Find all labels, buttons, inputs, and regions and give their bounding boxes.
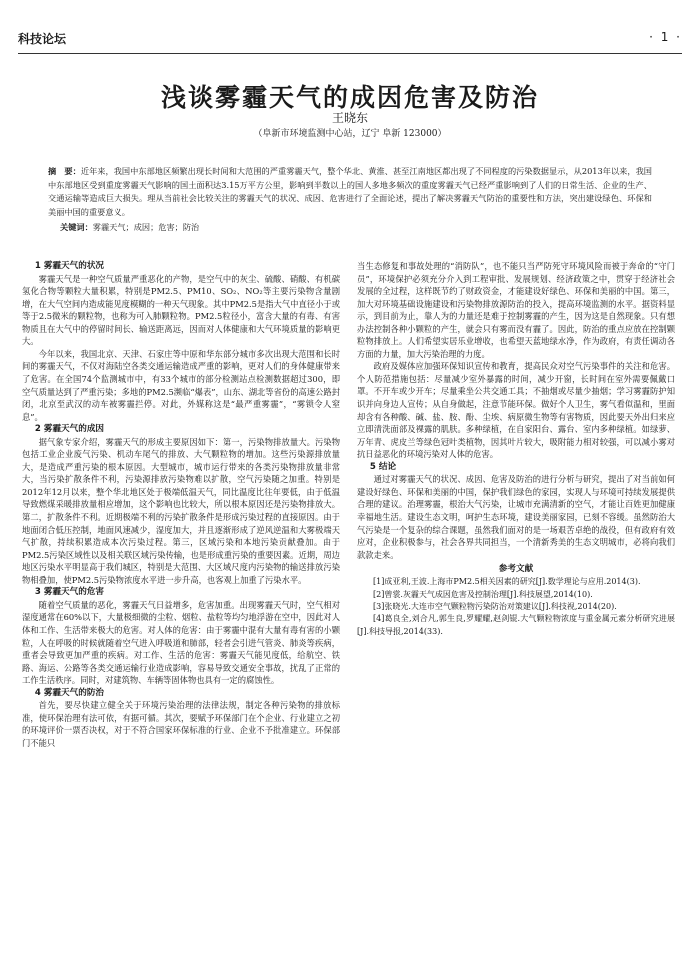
keywords — [60, 222, 652, 233]
body-paragraph: 随着空气质量的恶化，雾霾天气日益增多，危害加重。出现雾霾天气时，空气相对湿度通常在60%以下，大量极细微的尘粒、烟粒、盐粒等均匀地浮游在空中，因此对人体和工作、生活带来极大的危害。对人体的危害：由于雾霾中混有大量有毒有害的小颗粒，人在呼吸的时候就随着空气进入呼吸道和肺部，轻者会引进气管炎、肺炎等疾病，重者会导致更加严重的疾病。对工作、生活的危害：雾霾天气能见度低，给航空、铁路、海运、公路等各类交通运输行业造成影响，容易导致交通安全事故，扰乱了正常的工作生活秩序。同时，对建筑物、车辆等固体物也具有一定的腐蚀性。 — [22, 599, 340, 686]
references-title: 参考文献 — [498, 564, 534, 575]
body-paragraph: 政府及媒体应加强环保知识宣传和教育，提高民众对空气污染事件的关注和危害。个人防范措施包括：尽量减少室外暴露的时间，减少开窗，长时间在室外需要佩戴口罩。不开车或少开车；尽量乘坐公共交通工具；不抽烟或尽量少抽烟；学习雾霾防护知识并向身边人宣传；从自身做起，注意节能环保。做好个人卫生，雾气看似温和，里面却含有各种酸、碱、盐、胺、酚、尘埃、病原微生物等有害物质，因此要天外出归来应立即清洗面部及裸露的肌肤。多种绿植，在自家阳台、露台、室内多种绿植。如绿萝、万年青、虎皮兰等绿色冠叶类植物，因其叶片较大，吸附能力相对较强，可以减小雾对抗日益恶化的环境污染对人体的危害。 — [357, 361, 675, 460]
page-number: · 1 · — [649, 30, 682, 44]
reference-item: [2]曾裳.灰霾天气成因危害及控制治理[J].科技展望,2014(10). — [373, 589, 593, 599]
abstract — [48, 165, 652, 219]
body-paragraph: 雾霾天气是一种空气质量严重恶化的产物，是空气中的灰尘、硫酸、硝酸、有机碳氢化合物等颗粒大量积累，特别是PM2.5、PM10、SO₂、NO₂等主要污染物含量剧增，在大气空间内造成能见度模糊的一种天气现象。其中PM2.5是指大气中直径小于或等于2.5微米的颗粒物，也称为可入肺颗粒物。PM2.5粒径小，富含大量的有毒、有害物质且在大气中的停留时间长、输送距离远，因而对人体健康和大气环境质量的影响更大。 — [22, 273, 340, 347]
body-paragraph: 当生态修复和事故处理的“消防队”，也不能只当严防死守环境风险而被于奔命的“守门员”，环境保护必须充分介入到工程审批、发展规划、经济政策之中，贯穿于经济社会发展的全过程，这样既节约了财政资金，才能建设好绿色、环保和美丽的中国。第三，加大对环境基础设施建设和污染物排放源防治的投入，提高环境监测的水平。据资料显示，到目前为止，靠人为的力量还是难于控制雾霾的产生，因为这是自然现象。只有想办法控制各种小颗粒的产生，就会只有雾而没有霾了。因此，防治的重点应放在控制颗粒物排放上。人们希望实居乐业增收，也希望天蓝地绿水净，作为政府，有责任调动各方面的力量，加大污染治理的力度。 — [357, 261, 675, 359]
section-heading: 1 雾霾天气的状况 — [34, 261, 105, 271]
section-heading: 2 雾霾天气的成因 — [34, 424, 105, 435]
reference-item: [3]张晓光.大连市空气颗粒物污染防治对策建议[J].科技视,2014(20). — [373, 601, 617, 611]
reference-item: [4]葛良全,刘合凡,郭生良,罗耀耀,赵剑锟.大气颗粒物浓度与重金属元素分析研究进展[J].科技导报,2014(33). — [357, 614, 675, 636]
section-heading: 5 结论 — [369, 461, 397, 472]
right-column — [357, 260, 675, 638]
reference-item: [1]成亚利,王波.上海市PM2.5相关因素的研究[J].数学理论与应用.2014(3). — [373, 577, 641, 587]
article-title: 浅谈雾霾天气的成因危害及防治 — [160, 83, 539, 112]
body-paragraph: 首先，要尽快建立健全关于环境污染治理的法律法规，制定各种污染物的排放标准，使环保治理有法可依，有据可循。其次，要赋予环保部门在个企业、行业建立之初的环境评价一票否决权，对于不符合国家环保标准的行业、企业不予批准建立。环保部门不能只 — [22, 700, 340, 748]
body-paragraph: 据气象专家介绍，雾霾天气的形成主要原因如下：第一，污染物排放量大。污染物包括工业企业废气污染、机动车尾气的排放、大气颗粒物的增加。这些污染源排放量大，是造成严重污染的根本原因。大型城市，城市运行带来的各类污染物排放量非常大，当污染扩散条件不利，污染源排放污染物难以扩散，空气污染随之加重。特别是2012年12月以来，整个华北地区处于极端低温天气，同比温度比往年要低，由于低温导致燃煤采暖排放量相应增加，这个影响也比较大，所以根本原因还是污染物排放大。第二，扩散条件不利。近期极端不利的污染扩散条件是形成污染过程的直接原因。由于地面闭合低压控制，地面风速减少，湿度加大，并且逐渐形成了逆风逆温和大雾极端天气扩散，持续积累造成本次污染过程。第三，区域污染和本地污染贡献叠加。由于PM2.5污染区域性以及相关联区域污染传输，也是形成重污染的重要因素。近期，周边地区污染水平明显高于我们城区，特别是大范围、大区域尺度内污染物的输送排放污染物相叠加，使PM2.5污染物浓度水平进一步升高，也客观上加重了污染水平。 — [22, 436, 340, 585]
journal-name: 科技论坛 — [18, 32, 67, 46]
left-column — [22, 260, 340, 750]
author-affiliation: （阜新市环境监测中心站，辽宁 阜新 123000） — [253, 129, 447, 139]
section-heading: 4 雾霾天气的防治 — [34, 687, 105, 698]
article-author: 王晓东 — [331, 111, 368, 125]
body-paragraph: 今年以来，我国北京、天津、石家庄等中原和华东部分城市多次出现大范围和长时间的雾霾天气，不仅对海陆空各类交通运输造成严重的影响，更对人们的身体健康带来了危害。在全国74个监测城市中，有33个城市的部分检测站点检测数据超过300，即空气质量达到了严重污染；多地的PM2.5濒临“爆表”，山东、湖北等省份的高速公路封闭，北京至武汉的动车被雾霾拦停。对此，外媒称这是“最严重雾霾”，“雾锁令人窒息”。 — [22, 348, 340, 422]
abstract-label: 摘 要： — [48, 166, 81, 176]
body-paragraph: 通过对雾霾天气的状况、成因、危害及防治的进行分析与研究，提出了对当前如何建设好绿色、环保和美丽的中国，保护我们绿色的家园，实现人与环境可持续发展提供合理的建议。治理雾霾，根治大气污染，让城市充满清新的空气，才能让百姓更加健康幸福地生活。建设生态文明，呵护生态环境，建设美丽家园，已刻不容缓。虽然防治大气污染是一个复杂的综合课题，虽然我们面对的是一场艰苦卓绝的战役，但有政府有效应对，企业积极参与，社会各界共同担当，一个清新秀美的生态文明城市，必将向我们款款走来。 — [357, 474, 675, 560]
running-header — [18, 30, 682, 48]
header-rule — [18, 53, 682, 54]
keywords-text: 雾霾天气；成因；危害；防治 — [92, 222, 200, 232]
keywords-label: 关键词： — [60, 222, 93, 232]
abstract-text: 近年来，我国中东部地区频繁出现长时间和大范围的严重雾霾天气，整个华北、黄淮、甚至江南地区都出现了不同程度的污染数据显示，从2013年以来，我国中东部地区受到重度雾霾天气影响的国土面积达3.15万平方公里，影响到半数以上的国人多地多频次的重度雾霾天气已经严重影响到了人们的日常生活、企业的生产、交通运输等造成巨大损失。理从当前社会比较关注的雾霾天气的状况、成因、危害进行了全面论述，提出了解决雾霾天气防治的重要性和方法，突出建设绿色、环保和美丽中国的重要意义。 — [48, 166, 652, 217]
section-heading: 3 雾霾天气的危害 — [34, 587, 105, 598]
